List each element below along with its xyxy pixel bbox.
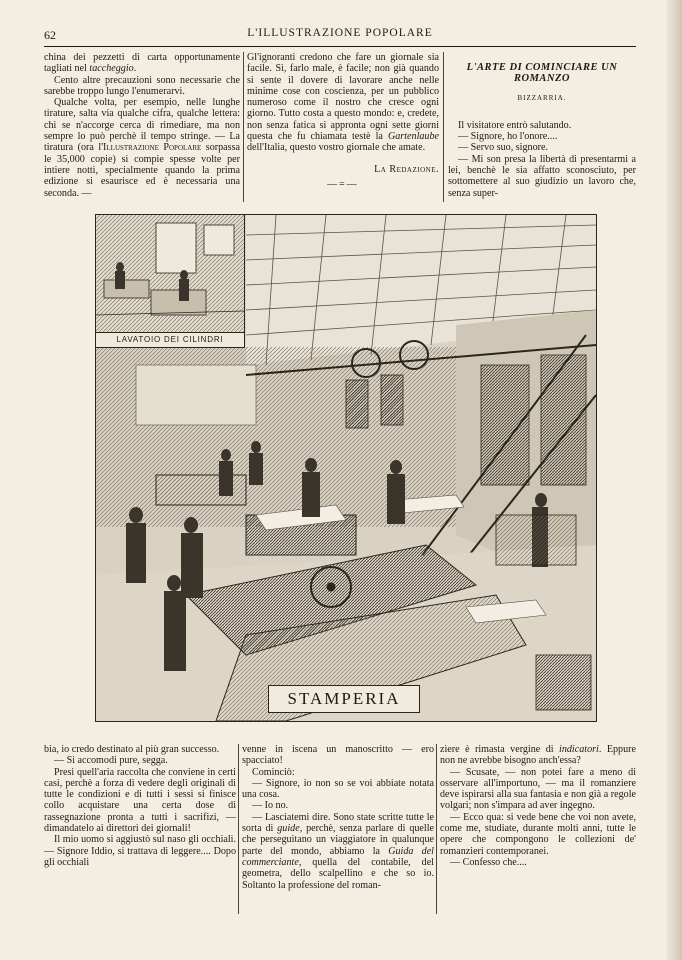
section-separator: —=— [327,178,359,190]
lower-column-3 [440,744,636,868]
paragraph: Cominciò: [252,766,295,778]
printing-shop-engraving [95,214,597,722]
paragraph: — Io no. [252,800,289,812]
paragraph: — Confesso che.... [450,856,527,868]
paragraph: ziere è rimasta vergine di indicatori. Eppure non ne avrebbe bisogno anch'essa? [440,744,636,767]
column-1 [44,52,240,199]
lower-column-1 [44,744,236,868]
page-edge [666,0,682,960]
paragraph: Presi quell'aria raccolta che conviene in certi casi, perchè a forza di vedere degli originali di tutte le condizioni e di tutti i sessi si finisce collo acquistare una certa dose di rassegnazione pronta a tutti i sacrifizi, — dimandatelo ai direttori dei giornali! [44,766,236,835]
inset-engraving [96,215,245,348]
article-title: L'ARTE DI COMINCIARE UN ROMANZO [466,62,618,85]
paragraph: china dei pezzetti di carta opportunamente tagliati nel taccheggio. [44,52,240,75]
paragraph: bia, io credo destinato al più gran successo. [44,744,220,755]
paragraph: — Si accomodi pure, segga. [54,755,168,767]
paragraph: — Scusate, — non potei fare a meno di osservare all'importuno, — ma il romanziere deve ispirarsi alla sua fantasia e non già a regole volgari; non s'impara ad aver ingegno. [440,766,636,812]
engraving-caption: STAMPERIA [268,685,420,713]
column-rule [243,52,244,202]
editorial-signature: La Redazione. [374,163,439,175]
paragraph: Il mio uomo si aggiustò sul naso gli occhiali. — Signore Iddio, si trattava di leggere.... Dopo gli occhiali [44,834,236,868]
column-2 [247,52,439,190]
column-rule [436,744,437,914]
column-rule [443,52,444,202]
paragraph: — Ecco qua: si vede bene che voi non avete, come me, studiate, durante molti anni, tutte le opere che compongono le collezioni de' romanzieri contemporanei. [440,811,636,857]
journal-title: L'ILLUSTRAZIONE POPOLARE [247,27,433,39]
paragraph: Gl'ignoranti credono che fare un giornale sia facile. Si, farlo male, è facile; non già quando si sente il dovere di lavorare anche nelle minime cose con coscienza, per un pubblico numeroso come il nostro che cresce ogni giorno. Tutto costa a questo mondo: e, credete, non senza fatica si appronta ogni sette giorni questa che fu chiamata testè la Gartenlaube dell'Italia, questo vostro giornale che amate. [247,52,439,154]
paragraph: — Servo suo, signore. [458,142,548,154]
lower-column-2 [242,744,434,891]
inset-drawing [96,215,244,333]
paragraph: — Signore, io non so se voi abbiate notata una cosa. [242,777,434,801]
paragraph: Cento altre precauzioni sono necessarie che sarebbe troppo lungo l'enumerarvi. [44,74,240,97]
inset-caption: LAVATOIO DEI CILINDRI [96,332,244,347]
article-subtitle: BIZZARRIA. [517,93,567,102]
page-number: 62 [44,28,56,42]
column-3 [448,62,636,199]
paragraph: — Mi son presa la libertà di presentarmi a lei, benchè le sia affatto sconosciuto, per sottomettere al suo giudizio un lavoro che, senza super- [448,153,636,199]
paragraph: Qualche volta, per esempio, nelle lunghe tirature, salta via qualche cifra, qualche lettera: chi se n'accorge cerca di rimediare, ma non sempre lo può perchè il tempo stringe. — La tiratura (ora l'Illustrazione Popolare sorpassa le 35,000 copie) si compie spesse volte per intiere notti, specialmente quando la prima edizione si esaurisce ed è necessaria una seconda. — [44,97,241,199]
column-rule [238,744,239,914]
paragraph: Il visitatore entrò salutando. [458,119,572,131]
paragraph: — Signore, ho l'onore.... [458,131,558,143]
paragraph: — Lasciatemi dire. Sono state scritte tutte le sorta di guide, perchè, senza parlare di quelle che perseguitano un viaggiatore in qualunque parte del mondo, abbiamo la Guida del commerciante, quella del contabile, del geometra, dello scalpellino e che so io. Soltanto la professione del roman- [242,811,434,891]
paragraph: venne in iscena un manoscritto — ero spacciato! [242,744,434,767]
page-header [44,26,636,47]
